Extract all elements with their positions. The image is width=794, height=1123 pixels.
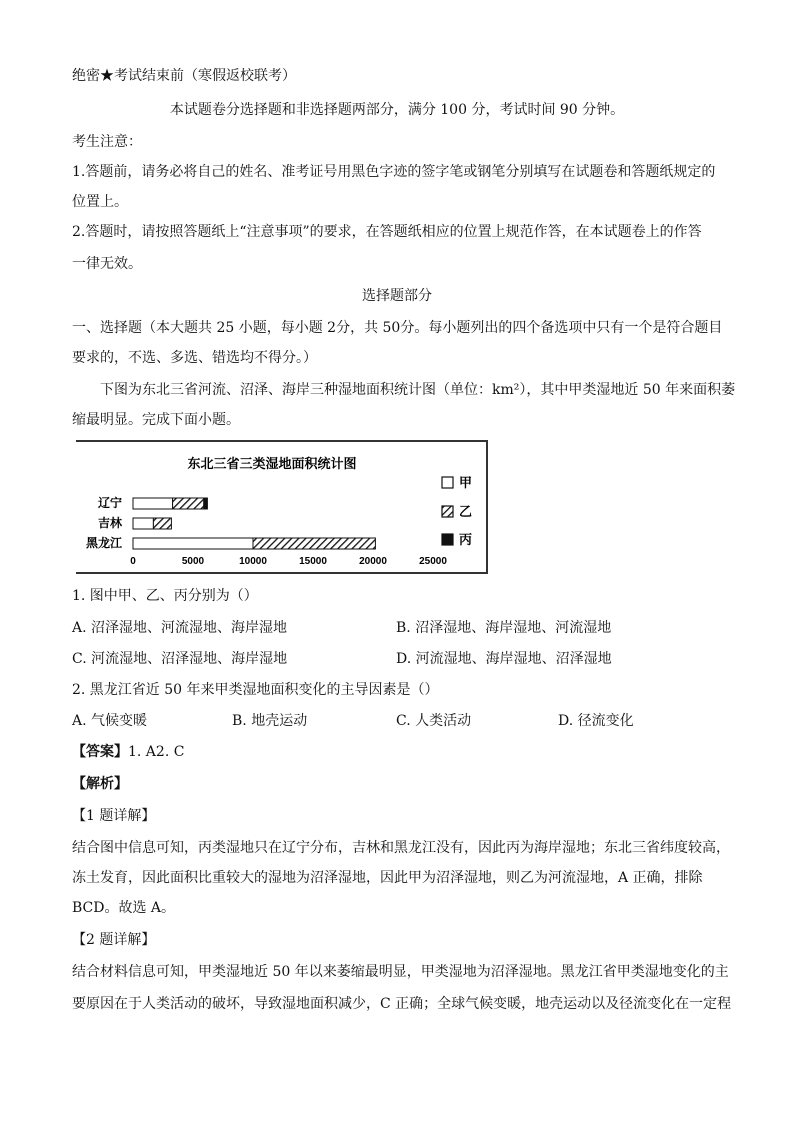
chart-svg: [76, 442, 486, 572]
category-label: 吉林: [97, 516, 122, 530]
category-label: 黑龙江: [85, 536, 122, 550]
bar-segment: [253, 538, 375, 549]
bar-segment: [153, 518, 171, 529]
detail-2-label: 【2 题详解】: [72, 932, 156, 948]
q1-option-a: A. 沼泽湿地、河流湿地、海岸湿地: [72, 620, 288, 636]
detail-2-b: 要原因在于人类活动的破坏，导致湿地面积减少，C 正确；全球气候变暖，地壳运动以及径流变化在一定程: [72, 996, 732, 1012]
x-tick-label: 15000: [299, 556, 327, 567]
notice-title: 考生注意：: [72, 134, 142, 150]
bar-segment: [133, 518, 153, 529]
analysis-label: 【解析】: [72, 776, 128, 792]
q1-stem: 1. 图中甲、乙、丙分别为（）: [72, 588, 258, 604]
category-label: 辽宁: [97, 496, 122, 510]
notice-2a: 2.答题时，请按照答题纸上“注意事项”的要求，在答题纸相应的位置上规范作答，在本试题卷上的作答: [72, 224, 702, 240]
answer-label: 【答案】: [72, 744, 128, 760]
bar-segment: [133, 498, 173, 509]
header-secret: 绝密★考试结束前（寒假返校联考）: [72, 68, 296, 84]
q2-option-c: C. 人类活动: [396, 713, 472, 729]
section-title: 选择题部分: [362, 288, 432, 304]
q2-stem: 2. 黑龙江省近 50 年来甲类湿地面积变化的主导因素是（）: [72, 682, 439, 698]
notice-1a: 1.答题前，请务必将自己的姓名、准考证号用黑色字迹的签字笔或钢笔分别填写在试题卷和答题纸规定的: [72, 164, 716, 180]
wetland-chart: [76, 440, 488, 574]
section-desc-b: 要求的，不选、多选、错选均不得分。）: [72, 350, 317, 366]
answer-text: 1. A2. C: [128, 744, 185, 760]
stem-b: 缩最明显。完成下面小题。: [72, 412, 240, 428]
q1-option-c: C. 河流湿地、沼泽湿地、海岸湿地: [72, 651, 288, 667]
bar-segment: [133, 538, 253, 549]
x-tick-label: 10000: [239, 556, 267, 567]
q2-option-b: B. 地壳运动: [232, 713, 308, 729]
answer-line: [72, 742, 184, 762]
q2-option-a: A. 气候变暖: [72, 713, 148, 729]
legend-swatch: [442, 477, 453, 488]
x-tick-label: 0: [130, 556, 136, 567]
bar-segment: [204, 498, 208, 509]
section-desc-a: 一、选择题（本大题共 25 小题，每小题 2分，共 50分。每小题列出的四个备选项中只有一个是符合题目: [72, 320, 723, 336]
detail-1-c: BCD。故选 A。: [72, 900, 176, 916]
legend-label: 丙: [459, 533, 473, 548]
notice-2b: 一律无效。: [72, 256, 142, 272]
legend-label: 甲: [459, 476, 473, 491]
x-tick-label: 20000: [359, 556, 387, 567]
bar-segment: [173, 498, 204, 509]
legend-swatch: [442, 506, 453, 517]
x-tick-label: 5000: [181, 556, 205, 567]
q2-option-d: D. 径流变化: [558, 713, 634, 729]
notice-1b: 位置上。: [72, 194, 128, 210]
detail-1-a: 结合图中信息可知，丙类湿地只在辽宁分布，吉林和黑龙江没有，因此丙为海岸湿地；东北三省纬度较高，: [72, 840, 730, 856]
legend-swatch: [442, 534, 453, 545]
stem-a: 下图为东北三省河流、沼泽、海岸三种湿地面积统计图（单位：km²），其中甲类湿地近 50 年来面积萎: [100, 382, 736, 398]
detail-2-a: 结合材料信息可知，甲类湿地近 50 年以来萎缩最明显，甲类湿地为沼泽湿地。黑龙江省甲类湿地变化的主: [72, 964, 729, 980]
detail-1-label: 【1 题详解】: [72, 808, 156, 824]
q1-option-b: B. 沼泽湿地、海岸湿地、河流湿地: [396, 620, 612, 636]
x-tick-label: 25000: [419, 556, 447, 567]
q1-option-d: D. 河流湿地、海岸湿地、沼泽湿地: [396, 651, 612, 667]
legend-label: 乙: [459, 505, 473, 520]
chart-title: 东北三省三类湿地面积统计图: [187, 456, 357, 471]
detail-1-b: 冻土发育，因此面积比重较大的湿地为沼泽湿地，因此甲为沼泽湿地，则乙为河流湿地，A 正确，排除: [72, 870, 703, 886]
intro-text: 本试题卷分选择题和非选择题两部分，满分 100 分，考试时间 90 分钟。: [169, 102, 625, 118]
